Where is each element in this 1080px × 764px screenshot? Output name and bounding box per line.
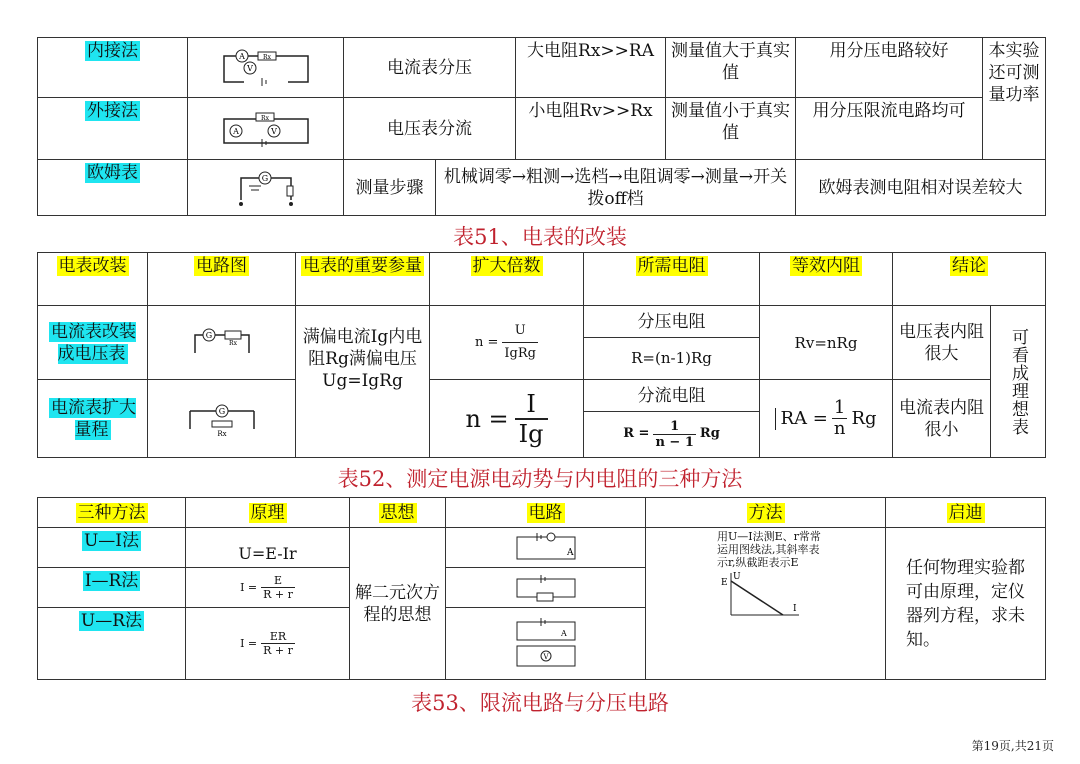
method-label: 欧姆表 <box>87 163 138 183</box>
cause-cell: 电压表分流 <box>344 98 516 160</box>
header-cell: 电表改装 <box>38 253 148 306</box>
header-cell: 等效内阻 <box>760 253 893 306</box>
result-cell: 测量值小于真实值 <box>666 98 796 160</box>
header-cell: 电表的重要参量 <box>296 253 430 306</box>
svg-text:A: A <box>560 628 567 638</box>
page-footer: 第19页,共21页 <box>971 739 1054 753</box>
voltmeter-conversion-circuit <box>187 323 257 363</box>
conclusion-cell: 电流表内阻很小 <box>893 380 991 458</box>
method-cell: U—I法 <box>38 528 186 568</box>
factor-cell: n = U IgRg <box>430 306 584 380</box>
svg-text:Rx: Rx <box>260 114 269 122</box>
table-prev <box>37 37 1046 216</box>
circuit-cell <box>188 38 344 98</box>
svg-text:A: A <box>232 126 239 136</box>
result-cell: 测量值大于真实值 <box>666 38 796 98</box>
svg-text:A: A <box>566 547 573 558</box>
row-name-cell: 电流表扩大量程 <box>38 380 148 458</box>
circuit-cell <box>446 528 646 568</box>
method-desc-cell: 用U—I法测E、r常常运用图线法,其斜率表示r,纵截距表示E U E I <box>646 528 886 680</box>
params-cell: 满偏电流Ig内电阻Rg满偏电压Ug=IgRg <box>296 306 430 458</box>
ohmmeter-circuit <box>231 166 301 210</box>
ohmmeter-note-cell: 欧姆表测电阻相对误差较大 <box>796 160 1046 216</box>
header-cell: 电路图 <box>148 253 296 306</box>
steps-label-cell: 测量步骤 <box>344 160 436 216</box>
principle-cell: I = $\frac{ER}{R + r}$ <box>186 608 350 680</box>
svg-text:Rx: Rx <box>216 429 227 438</box>
svg-text:V: V <box>270 126 277 136</box>
svg-text:G: G <box>205 330 212 340</box>
svg-text:Rx: Rx <box>228 339 237 347</box>
condition-cell: 大电阻Rx>>RA <box>516 38 666 98</box>
circuit-cell <box>446 568 646 608</box>
svg-text:G: G <box>261 173 268 183</box>
svg-text:G: G <box>218 406 225 416</box>
header-cell: 原理 <box>186 498 350 528</box>
steps-cell: 机械调零→粗测→选档→电阻调零→测量→开关拨off档 <box>436 160 796 216</box>
svg-text:Rx: Rx <box>262 53 271 61</box>
svg-text:A: A <box>238 51 245 61</box>
ui-method-circuit <box>511 531 581 565</box>
side-note-cell: 本实验还可测量功率 <box>983 38 1046 160</box>
insight-cell: 任何物理实验都可由原理，定仪器列方程，求未知。 <box>886 528 1046 680</box>
external-connection-circuit <box>218 109 314 149</box>
equiv-cell: Rv=nRg <box>760 306 893 380</box>
circuit-cell <box>188 98 344 160</box>
table52 <box>37 497 1046 680</box>
internal-connection-circuit <box>218 48 314 88</box>
cause-cell: 电流表分压 <box>344 38 516 98</box>
idea-cell: 解二元次方程的思想 <box>350 528 446 680</box>
header-cell: 所需电阻 <box>584 253 760 306</box>
svg-text:U: U <box>733 572 741 582</box>
method-label: 内接法 <box>87 41 138 61</box>
ir-method-circuit <box>511 573 581 603</box>
circuit-cell <box>148 380 296 458</box>
conclusion-cell: 电压表内阻很大 <box>893 306 991 380</box>
header-cell: 结论 <box>893 253 1046 306</box>
ammeter-extension-circuit <box>182 399 262 439</box>
resistance-cell: 分流电阻 R = $\frac{1}{n - 1}$ Rg <box>584 380 760 458</box>
header-cell: 启迪 <box>886 498 1046 528</box>
ur-method-circuit <box>511 616 581 672</box>
header-cell: 思想 <box>350 498 446 528</box>
table51 <box>37 252 1046 458</box>
condition-cell: 小电阻Rv>>Rx <box>516 98 666 160</box>
svg-text:I: I <box>793 604 797 614</box>
header-cell: 电路 <box>446 498 646 528</box>
method-cell: I—R法 <box>38 568 186 608</box>
svg-text:E: E <box>721 578 728 588</box>
row-name-cell: 电流表改装成电压表 <box>38 306 148 380</box>
side-note-cell: 可看成理想表 <box>991 306 1046 458</box>
method-cell <box>38 38 188 98</box>
principle-cell: U=E-Ir <box>186 528 350 568</box>
factor-cell: n = $\frac{I}{Ig}$ <box>430 380 584 458</box>
header-cell: 扩大倍数 <box>430 253 584 306</box>
circuit-cell <box>188 160 344 216</box>
svg-text:V: V <box>542 652 549 661</box>
method-label: 外接法 <box>87 101 138 121</box>
caption-table52: 表52、测定电源电动势与内电阻的三种方法 <box>337 467 743 491</box>
method-cell <box>38 160 188 216</box>
principle-cell: I = $\frac{E}{R + r}$ <box>186 568 350 608</box>
advice-cell: 用分压限流电路均可 <box>796 98 983 160</box>
ui-graph <box>719 569 809 621</box>
circuit-cell <box>148 306 296 380</box>
advice-cell: 用分压电路较好 <box>796 38 983 98</box>
method-cell <box>38 98 188 160</box>
equiv-cell: RA = $\frac{1}{n}$ Rg <box>760 380 893 458</box>
circuit-cell <box>446 608 646 680</box>
resistance-cell: 分压电阻 R=(n-1)Rg <box>584 306 760 380</box>
caption-table53: 表53、限流电路与分压电路 <box>411 691 669 715</box>
method-cell: U—R法 <box>38 608 186 680</box>
svg-text:V: V <box>246 63 253 73</box>
caption-table51: 表51、电表的改装 <box>453 225 627 249</box>
header-cell: 三种方法 <box>38 498 186 528</box>
header-cell: 方法 <box>646 498 886 528</box>
